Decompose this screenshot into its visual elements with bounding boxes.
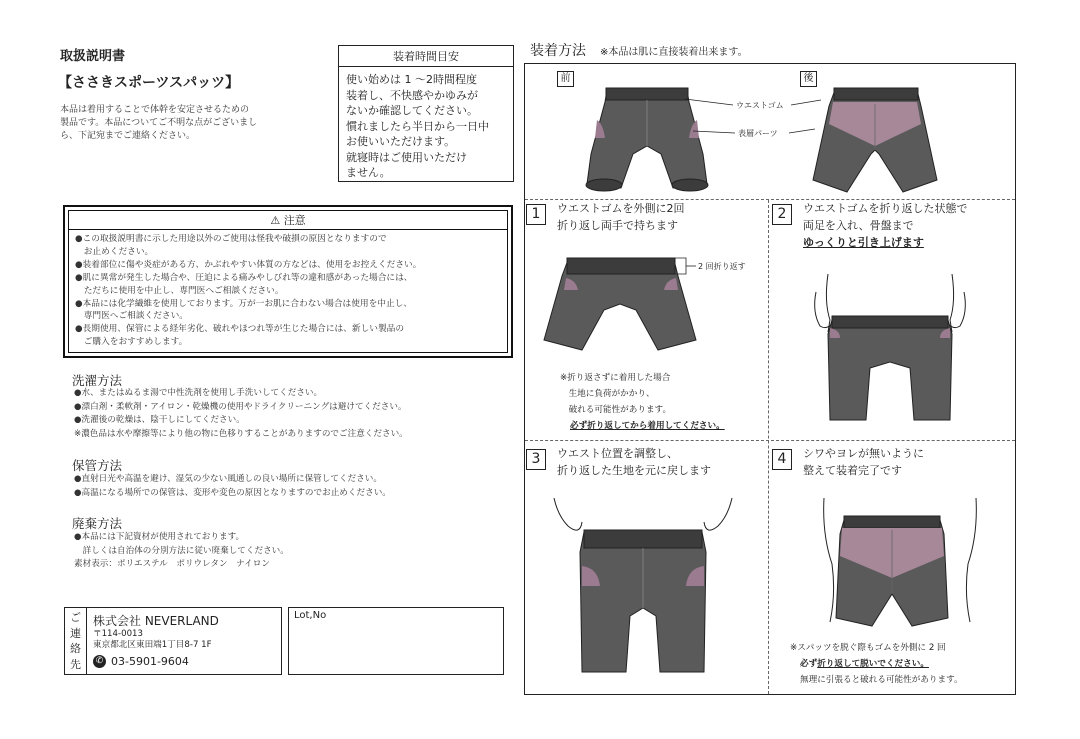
contact-box [64,607,282,675]
disposal-line: ●本品には下記資材が使用されております。 [74,532,245,542]
caution-line: ●肌に異常が発生した場合や、圧迫による痛みやしびれ等の違和感があった場合には、 [75,272,413,283]
note-line: ※スパッツを脱ぐ際もゴムを外側に 2 回 [790,643,946,653]
document-title: 取扱説明書 [60,49,126,64]
howto-header [530,40,748,60]
wash-line: ●漂白剤・柔軟剤・アイロン・乾燥機の使用やドライクリーニングは避けてください。 [74,401,407,412]
note-line: 生地に負荷がかかり、 [560,389,655,399]
waist-label: ウエストゴム [736,101,784,110]
step-line: ウエストゴムを折り返した状態で [803,202,968,215]
back-label: 後 [800,71,817,87]
intro-line: 製品です。本品についてご不明な点がございまし [60,118,258,128]
step-line: シワやヨレが無いように [803,447,924,460]
wear-time-line: 就寝時はご使用いただけ [346,150,467,164]
wear-time-line: ないか確認してください。 [346,104,478,117]
step-line: ウエストゴムを外側に2回 [557,202,685,215]
step-4-text [803,445,924,479]
caution-box [63,205,513,358]
note-line: ※折り返さずに着用した場合 [560,373,671,383]
step-3-text [557,445,711,479]
contact-label-char: 連 [70,626,81,640]
storage-list [74,473,391,500]
disposal-title: 廃棄方法 [72,516,123,531]
intro-text [60,104,257,143]
step-number: 2 [772,204,792,225]
contact-label [65,608,87,674]
caution-line: ●長期使用、保管による経年劣化、破れやほつれ等が生じた場合には、新しい製品の [75,324,405,335]
warning-icon: ⚠ [270,214,281,227]
postal-code: 〒114-0013 [93,629,143,639]
step-number: 1 [526,204,546,225]
note-emphasis-row [790,656,963,672]
caution-line: ●本品には化学繊維を使用しております。万が一お肌に合わない場合は使用を中止し、 [75,298,413,309]
wear-time-line: ません。 [346,166,391,179]
step-3-illustration [548,496,738,682]
divider [525,440,1015,441]
contact-label-char: 絡 [70,642,81,655]
step-2-illustration [810,272,970,432]
product-name: 【ささきスポーツスパッツ】 [58,75,240,91]
wash-line: ●水、またはぬるま湯で中性洗剤を使用し手洗いしてください。 [74,388,323,398]
lot-box [288,607,504,675]
caution-header [69,211,507,230]
phone-number: 03-5901-9604 [111,655,189,668]
surface-label: 表層パーツ [738,129,778,138]
wash-line: ●洗濯後の乾燥は、陰干しにしてください。 [74,415,245,425]
howto-title: 装着方法 [530,43,586,59]
step-line: ウエスト位置を調整し、 [557,447,678,460]
step-number: 3 [526,449,546,470]
step-line: 折り返し両手で持ちます [557,219,678,232]
step-emphasis: ゆっくりと引き上げます [803,236,924,249]
caution-line: ●この取扱説明書に示した用途以外のご使用は怪我や破損の原因となりますので [75,234,387,244]
company-name: 株式会社 NEVERLAND [93,614,219,628]
storage-line: ●高温になる場所での保管は、変形や変色の原因となりますのでお止めください。 [74,487,391,498]
intro-line: ら、下記宛までご連絡ください。 [60,131,196,141]
intro-line: 本品は着用することで体幹を安定させるための [60,105,250,115]
wear-time-line: お使いいただけます。 [346,135,456,148]
wear-time-text [339,67,513,186]
step-1-text [557,200,685,234]
step-4-illustration [820,494,980,632]
phone-row [93,655,219,668]
contact-info [87,608,225,674]
wear-time-line: 装着し、不快感やかゆみが [346,88,478,102]
phone-icon: ✆ [93,655,106,668]
caution-title: 注意 [283,214,306,227]
note-line: 破れる可能性があります。 [560,405,672,415]
step-number: 4 [772,449,792,470]
fold-label: 2 回折り返す [698,262,746,271]
caution-line: ●装着部位に傷や炎症がある方、かぶれやすい体質の方などは、使用をお控えください。 [75,259,422,270]
step-1-notes [560,370,725,434]
disposal-line: 素材表示：ポリエステル ポリウレタン ナイロン [74,559,270,569]
storage-title: 保管方法 [72,458,123,473]
howto-note: ※本品は肌に直接装着出来ます。 [600,47,748,58]
front-label: 前 [557,71,574,87]
note-line: 無理に引張ると破れる可能性があります。 [800,675,963,685]
step-line: 整えて装着完了です [803,464,902,477]
fold-bracket [672,256,698,276]
caution-line: お止めください。 [75,246,154,257]
storage-line: ●直射日光や高温を避け、湿気の少ない風通しの良い場所に保管してください。 [74,474,382,484]
address: 東京都北区東田端1丁目8-7 1F [93,640,212,650]
caution-line: ただちに使用を中止し、専門医へご相談ください。 [75,285,284,296]
caution-line: ご購入をおすすめします。 [75,337,188,348]
wear-time-line: 慣れましたら半日から一日中 [346,119,489,133]
step-4-notes [790,640,963,688]
contact-label-char: 先 [70,657,81,671]
contact-label-char: ご [70,611,81,624]
caution-line: 専門医へご相談ください。 [75,311,188,322]
wash-list [74,387,408,441]
lot-label: Lot,No [294,610,327,621]
divider [768,200,769,694]
note-emphasis-prefix: 必ず [800,659,818,669]
note-emphasis: 必ず折り返してから着用してください。 [570,421,725,431]
step-2-text [803,200,968,251]
wash-line: ※濃色品は水や摩擦等により他の物に色移りすることがありますのでご注意ください。 [74,428,408,439]
wash-title: 洗濯方法 [72,373,123,388]
step-line: 折り返した生地を元に戻します [557,464,711,477]
wear-time-line: 使い始めは 1 ～2時間程度 [346,73,477,86]
wear-time-box [338,45,514,182]
caution-list [69,230,507,352]
step-line: 両足を入れ、骨盤まで [803,219,914,232]
disposal-list [74,531,289,572]
disposal-line: 詳しくは自治体の分別方法に従い廃棄してください。 [74,545,289,556]
wear-time-title: 装着時間目安 [339,46,513,67]
back-shorts-illustration [805,84,945,196]
note-emphasis: 折り返して脱いでください。 [817,659,929,669]
